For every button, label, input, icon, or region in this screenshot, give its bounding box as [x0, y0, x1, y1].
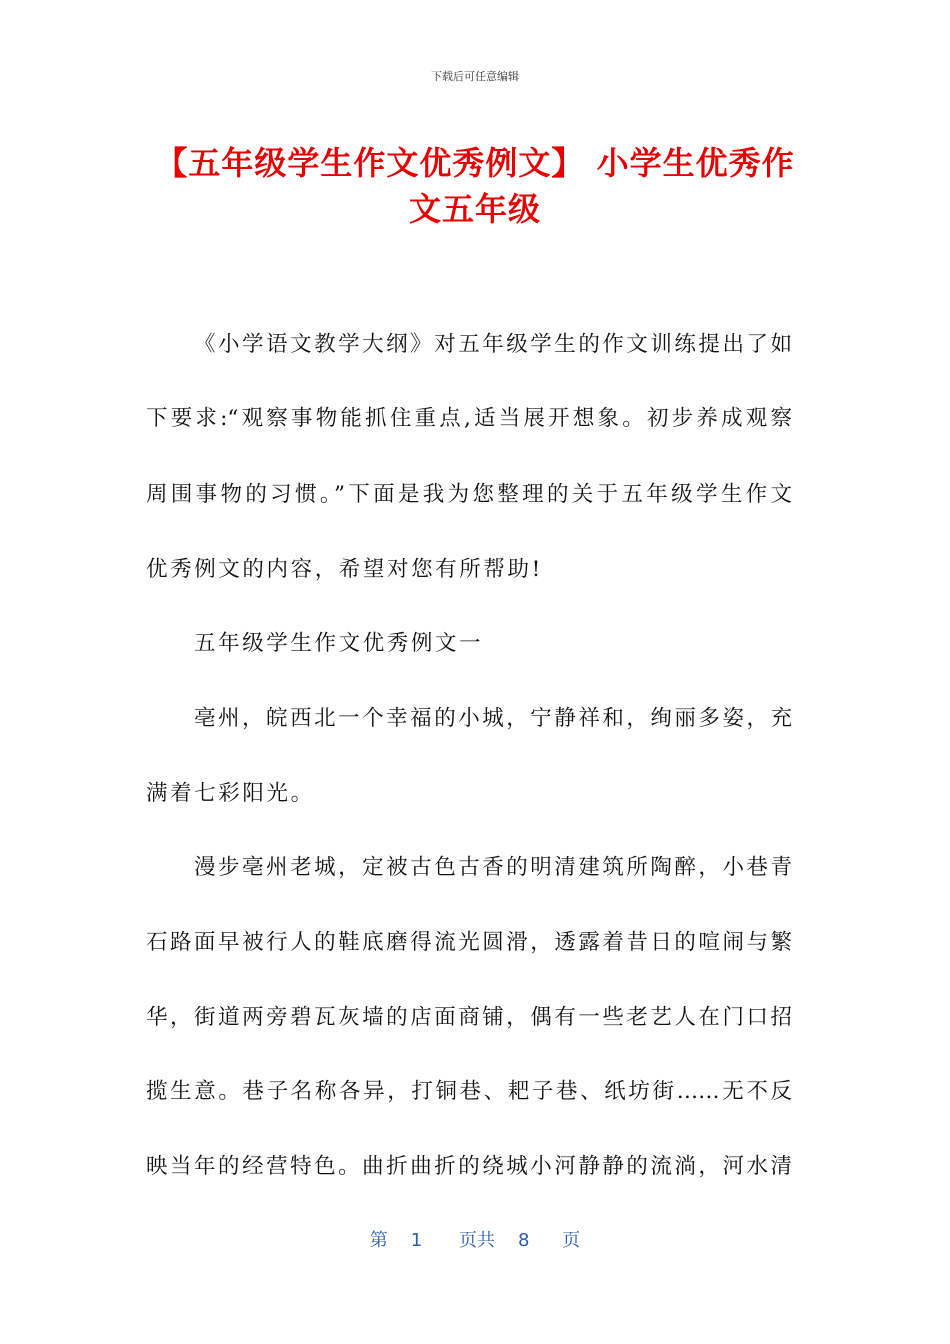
section-heading: 五年级学生作文优秀例文一 [194, 631, 484, 656]
footer-prefix: 第 [369, 1230, 388, 1251]
body-line: 下要求:“观察事物能抓住重点,适当展开想象。初步养成观察 [146, 406, 792, 431]
header-note: 下载后可任意编辑 [431, 70, 519, 83]
body-line: 漫步亳州老城，定被古色古香的明清建筑所陶醉，小巷青 [194, 855, 792, 880]
page-footer [0, 1226, 950, 1252]
body-line: 揽生意。巷子名称各异，打铜巷、耙子巷、纸坊街……无不反 [146, 1079, 792, 1104]
footer-middle: 页共 [459, 1230, 495, 1251]
body-line: 优秀例文的内容，希望对您有所帮助! [146, 557, 543, 582]
body-line: 《小学语文教学大纲》对五年级学生的作文训练提出了如 [194, 332, 792, 357]
body-line: 映当年的经营特色。曲折曲折的绕城小河静静的流淌，河水清 [146, 1154, 792, 1179]
body-line: 石路面早被行人的鞋底磨得流光圆滑，透露着昔日的喧闹与繁 [146, 930, 792, 955]
body-line: 满着七彩阳光。 [146, 781, 315, 806]
body-line: 周围事物的习惯。”下面是我为您整理的关于五年级学生作文 [146, 482, 792, 507]
page-number: 1 [410, 1230, 423, 1251]
page-total: 8 [518, 1230, 530, 1251]
document-title [120, 140, 830, 232]
body-line: 亳州，皖西北一个幸福的小城，宁静祥和，绚丽多姿，充 [194, 706, 792, 731]
footer-suffix: 页 [562, 1230, 581, 1251]
title-line-2: 文五年级 [408, 190, 541, 228]
title-line-1: 【五年级学生作文优秀例文】 小学生优秀作 [155, 144, 795, 182]
body-line: 华，街道两旁碧瓦灰墙的店面商铺，偶有一些老艺人在门口招 [146, 1005, 792, 1030]
